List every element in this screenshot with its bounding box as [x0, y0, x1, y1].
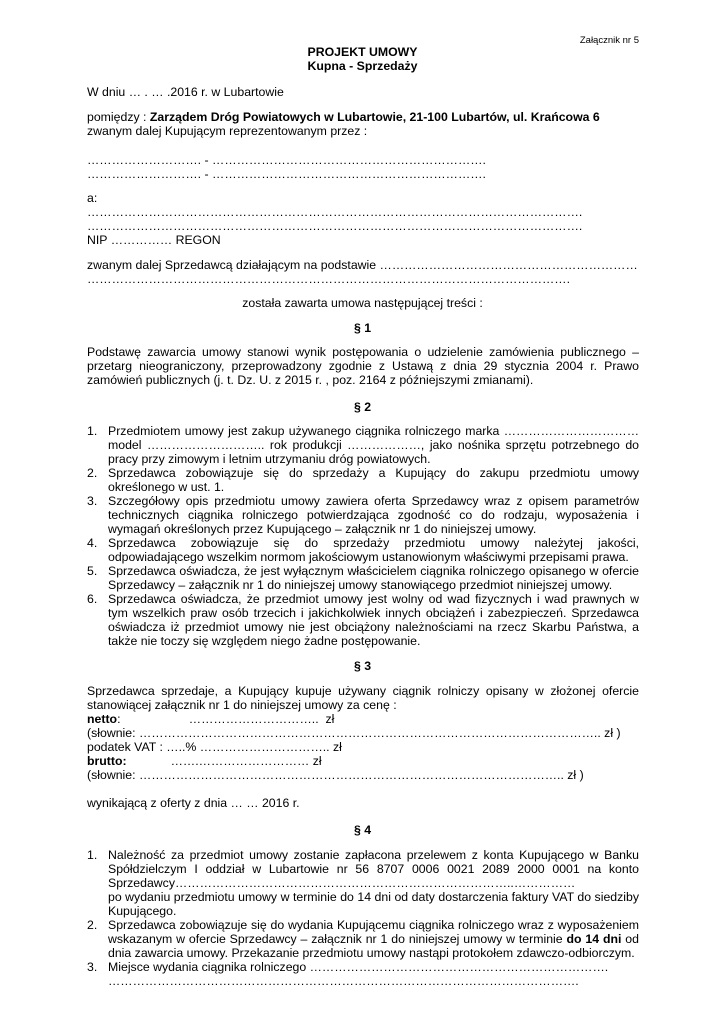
list-item	[87, 494, 639, 536]
list-item	[87, 592, 639, 648]
list-item	[87, 848, 639, 918]
netto-words: (słownie: ………………………………………………………………………………………………….. zł )	[87, 726, 621, 740]
date-line: W dniu … . … .2016 r. w Lubartowie	[87, 85, 284, 99]
document-title: PROJEKT UMOWY	[307, 45, 418, 59]
buyer-represented: zwanym dalej Kupującym reprezentowanym przez :	[87, 124, 368, 138]
document-subtitle: Kupna - Sprzedaży	[307, 59, 418, 73]
item-text-end: od dnia zawarcia umowy. Przekazanie przedmiotu umowy nastąpi protokołem zdawczo-odbiorczym.	[108, 932, 639, 960]
list-item	[87, 466, 639, 494]
brutto-line	[87, 754, 322, 768]
item-number: 2.	[87, 918, 98, 932]
item-number: 6.	[87, 592, 98, 606]
seller-line-1: ………………………………………………………………………………………………………….	[87, 205, 583, 219]
list-item	[87, 960, 639, 988]
netto-line	[87, 712, 334, 726]
item-number: 3.	[87, 494, 98, 508]
list-item	[87, 564, 639, 592]
item-text: Sprzedawca zobowiązuje się do sprzedaży a Kupujący do zakupu przedmiotu umowy określonego w ust. 1.	[108, 466, 639, 494]
item-text-continued: po wydaniu przedmiotu umowy w terminie do 14 dni od daty dostarczenia faktury VAT do siedziby Kupującego.	[108, 890, 639, 918]
delivery-deadline: do 14 dni	[566, 932, 622, 946]
section-2-list	[87, 424, 639, 648]
representative-line-2: ………………………. - ………………………………………………………….	[87, 167, 486, 181]
item-text: Przedmiotem umowy jest zakup używanego ciągnika rolniczego marka …………………………… model ……………………….. rok produkcji ………………, jako nośnika sprzętu potrzebnego do pracy przy zimowym i letnim utrzymaniu dróg powiatowych.	[108, 424, 639, 466]
brutto-words: (słownie: ………………………………………………………………………………………….. zł )	[87, 768, 584, 782]
seller-line-3: ……………………………………………………………………………………………………….	[87, 272, 570, 286]
section-3-heading: § 3	[353, 659, 372, 673]
item-number: 5.	[87, 564, 98, 578]
section-2-heading: § 2	[353, 400, 372, 414]
item-text: Sprzedawca zobowiązuje się do sprzedaży przedmiotu umowy należytej jakości, odpowiadającego wszelkim normom jakościowym ustanowionym właściwymi przepisami prawa.	[108, 536, 639, 564]
item-text: Sprzedawca zobowiązuje się do wydania Kupującemu ciągnika rolniczego wraz z wyposażeniem wskazanym w ofercie Sprzedawcy – załącznik nr 1 do niniejszej umowy w terminie	[108, 918, 639, 946]
offer-date-line: wynikającą z oferty z dnia … … 2016 r.	[87, 796, 300, 810]
item-number: 2.	[87, 466, 98, 480]
between-label: pomiędzy :	[87, 110, 150, 124]
netto-value: : ………………………….. zł	[117, 712, 335, 726]
section-4-list	[87, 848, 639, 988]
annex-label: Załącznik nr 5	[579, 35, 639, 46]
buyer-name: Zarządem Dróg Powiatowych w Lubartowie, 21-100 Lubartów, ul. Krańcowa 6	[149, 110, 600, 124]
item-number: 4.	[87, 536, 98, 550]
item-number: 3.	[87, 960, 98, 974]
buyer-line	[87, 110, 600, 124]
section-1-text: Podstawę zawarcia umowy stanowi wynik postępowania o udzielenie zamówienia publicznego – przetarg nieograniczony, przeprowadzony zgodnie z Ustawą z dnia 29 stycznia 2004 r. Prawo zamówień publicznych (j. t. Dz. U. z 2015 r. , poz. 2164 z późniejszymi zmianami).	[87, 345, 639, 387]
seller-called-line: zwanym dalej Sprzedawcą działającym na podstawie ………………………………………………………	[87, 258, 638, 272]
concluded-line: została zawarta umowa następującej treści :	[242, 296, 483, 310]
item-text: Szczegółowy opis przedmiotu umowy zawiera oferta Sprzedawcy wraz z opisem parametrów technicznych ciągnika rolniczego potwierdzająca zgodność co do rodzaju, wyposażenia i wymagań określonych przez Kupującego – załącznik nr 1 do niniejszej umowy.	[108, 494, 639, 536]
seller-line-2: ………………………………………………………………………………………………………….	[87, 219, 583, 233]
and-label: a:	[87, 191, 98, 205]
item-text: Należność za przedmiot umowy zostanie zapłacona przelewem z konta Kupującego w Banku Spółdzielczym I oddział w Lubartowie nr 56 8707 0006 0021 2089 2000 0001 na konto Sprzedawcy………………………………………………………………………..……………	[108, 848, 639, 890]
item-number: 1.	[87, 424, 98, 438]
vat-line: podatek VAT : …..% ………………………….. zł	[87, 740, 342, 754]
brutto-value: …….……………………… zł	[170, 754, 322, 768]
list-item	[87, 536, 639, 564]
item-text: Sprzedawca oświadcza, że jest wyłącznym właścicielem ciągnika rolniczego opisanego w ofercie Sprzedawcy – załącznik nr 1 do niniejszej umowy stanowiącego przedmiot niniejszej umowy.	[108, 564, 639, 592]
nip-regon-line: NIP …………… REGON	[87, 233, 221, 247]
list-item	[87, 424, 639, 466]
netto-label: netto	[87, 712, 118, 726]
brutto-label: brutto:	[87, 754, 127, 768]
item-text-continued: …………………………………………………………………………………………………….	[108, 974, 579, 988]
section-4-heading: § 4	[353, 823, 372, 837]
item-text: Miejsce wydania ciągnika rolniczego ……………………………………………………………….	[108, 960, 609, 974]
list-item	[87, 918, 639, 960]
representative-line-1: ………………………. - ………………………………………………………….	[87, 153, 486, 167]
item-text: Sprzedawca oświadcza, że przedmiot umowy jest wolny od wad fizycznych i wad prawnych w tym wszelkich praw osób trzecich i jakichkolwiek innych obciążeń i zabezpieczeń. Sprzedawca oświadcza iż przedmiot umowy nie jest obciążony należnościami na rzecz Skarbu Państwa, a także nie toczy się względem niego żadne postępowanie.	[108, 592, 639, 648]
section-1-heading: § 1	[353, 321, 372, 335]
item-number: 1.	[87, 848, 98, 862]
section-3-text: Sprzedawca sprzedaje, a Kupujący kupuje używany ciągnik rolniczy opisany w złożonej ofercie stanowiącej załącznik nr 1 do niniejszej umowy za cenę :	[87, 684, 639, 712]
